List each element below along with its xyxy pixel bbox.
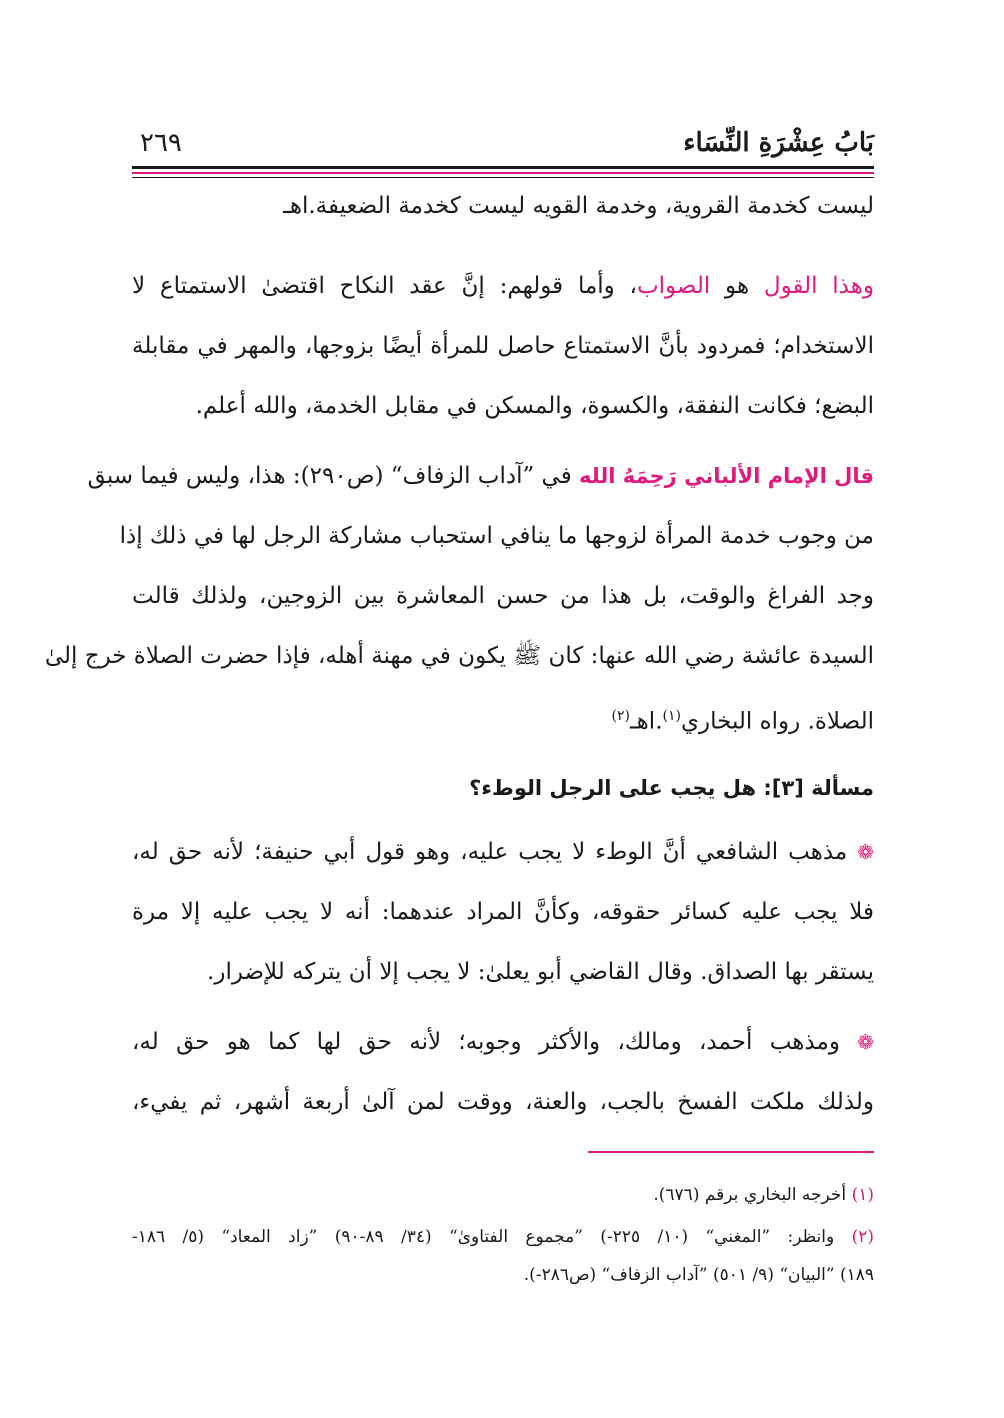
author-name: قال الإمام الألباني رَحِمَهُ الله <box>579 464 874 488</box>
text-run: هو <box>710 273 764 299</box>
chapter-title: بَابُ عِشْرَةِ النِّسَاء <box>683 128 874 158</box>
footnote-ref-1[interactable]: (١) <box>662 708 681 724</box>
text-run: في ”آداب الزفاف“ (ص٢٩٠): هذا، وليس فيما سبق <box>87 463 580 489</box>
flower-bullet-icon: ❁ <box>857 840 874 864</box>
paragraph-line <box>87 460 874 492</box>
text-run: الصلاة. رواه البخاري <box>680 708 874 735</box>
question-heading <box>132 772 874 804</box>
text-run: ومذهب أحمد، ومالك، والأكثر وجوبه؛ لأنه حق لها كما هو حق له، <box>132 1029 858 1055</box>
page-header <box>132 122 874 162</box>
footnote-2 <box>132 1224 874 1250</box>
paragraph-line <box>132 836 874 868</box>
highlighted-phrase: الصواب <box>636 273 711 299</box>
text-run: .اهـ <box>629 708 663 735</box>
header-rule-thin <box>132 177 874 178</box>
text-line: ليست كخدمة القروية، وخدمة القويه ليست كخدمة الضعيفة.اهـ <box>283 193 874 219</box>
paragraph-line: فلا يجب عليه كسائر حقوقه، وكأنَّ المراد عندهما: أنه لا يجب عليه إلا مرة <box>132 899 874 925</box>
footnote-number: (١) <box>851 1185 874 1205</box>
paragraph-line: وجد الفراغ والوقت، بل هذا من حسن المعاشرة بين الزوجين، ولذلك قالت <box>132 583 874 609</box>
question-text: هل يجب على الرجل الوطء؟ <box>469 776 764 800</box>
page-number: ٢٦٩ <box>140 128 182 158</box>
highlighted-phrase: وهذا القول <box>763 273 874 299</box>
footnote-separator <box>588 1151 874 1153</box>
footnote-text: أخرجه البخاري برقم (٦٧٦). <box>653 1185 852 1205</box>
paragraph-line <box>132 1026 874 1058</box>
header-rule-thick <box>132 166 874 169</box>
paragraph-line <box>132 270 874 302</box>
footnote-text: وانظر: ”المغني“ (١٠/ ٢٢٥-) ”مجموع الفتاوىٰ“ (٣٤/ ٨٩-٩٠) ”زاد المعاد“ (٥/ ١٨٦- <box>132 1227 852 1247</box>
footnote-number: (٢) <box>851 1227 874 1247</box>
paragraph-line: الاستخدام؛ فمردود بأنَّ الاستمتاع حاصل للمرأة أيضًا بزوجها، والمهر في مقابلة <box>132 333 874 359</box>
paragraph-line: من وجوب خدمة المرأة لزوجها ما ينافي استحباب مشاركة الرجل لها في ذلك إذا <box>119 523 874 549</box>
footnote-1 <box>132 1182 874 1208</box>
footnote-ref-2[interactable]: (٢) <box>611 708 630 724</box>
flower-bullet-icon: ❁ <box>857 1030 874 1054</box>
paragraph-line: ولذلك ملكت الفسخ بالجب، والعنة، ووقت لمن آلىٰ أربعة أشهر، ثم يفيء، <box>132 1089 874 1115</box>
paragraph-line: يستقر بها الصداق. وقال القاضي أبو يعلىٰ: لا يجب إلا أن يتركه للإضرار. <box>207 959 874 985</box>
paragraph-line: السيدة عائشة رضي الله عنها: كان ﷺ يكون في مهنة أهله، فإذا حضرت الصلاة خرج إلىٰ <box>44 643 874 669</box>
text-run: ، وأما قولهم: إنَّ عقد النكاح اقتضىٰ الاستمتاع لا <box>132 273 637 299</box>
question-label: مسألة [٣]: <box>763 776 874 800</box>
header-rule-pink <box>132 172 874 174</box>
footnote-2-cont: ١٨٩) ”البيان“ (٩/ ٥٠١) ”آداب الزفاف“ (ص٢٨٦-). <box>523 1265 874 1285</box>
paragraph-line <box>132 700 874 738</box>
paragraph-line: البضع؛ فكانت النفقة، والكسوة، والمسكن في مقابل الخدمة، والله أعلم. <box>195 393 874 419</box>
text-run: مذهب الشافعي أنَّ الوطء لا يجب عليه، وهو قول أبي حنيفة؛ لأنه حق له، <box>132 839 858 865</box>
